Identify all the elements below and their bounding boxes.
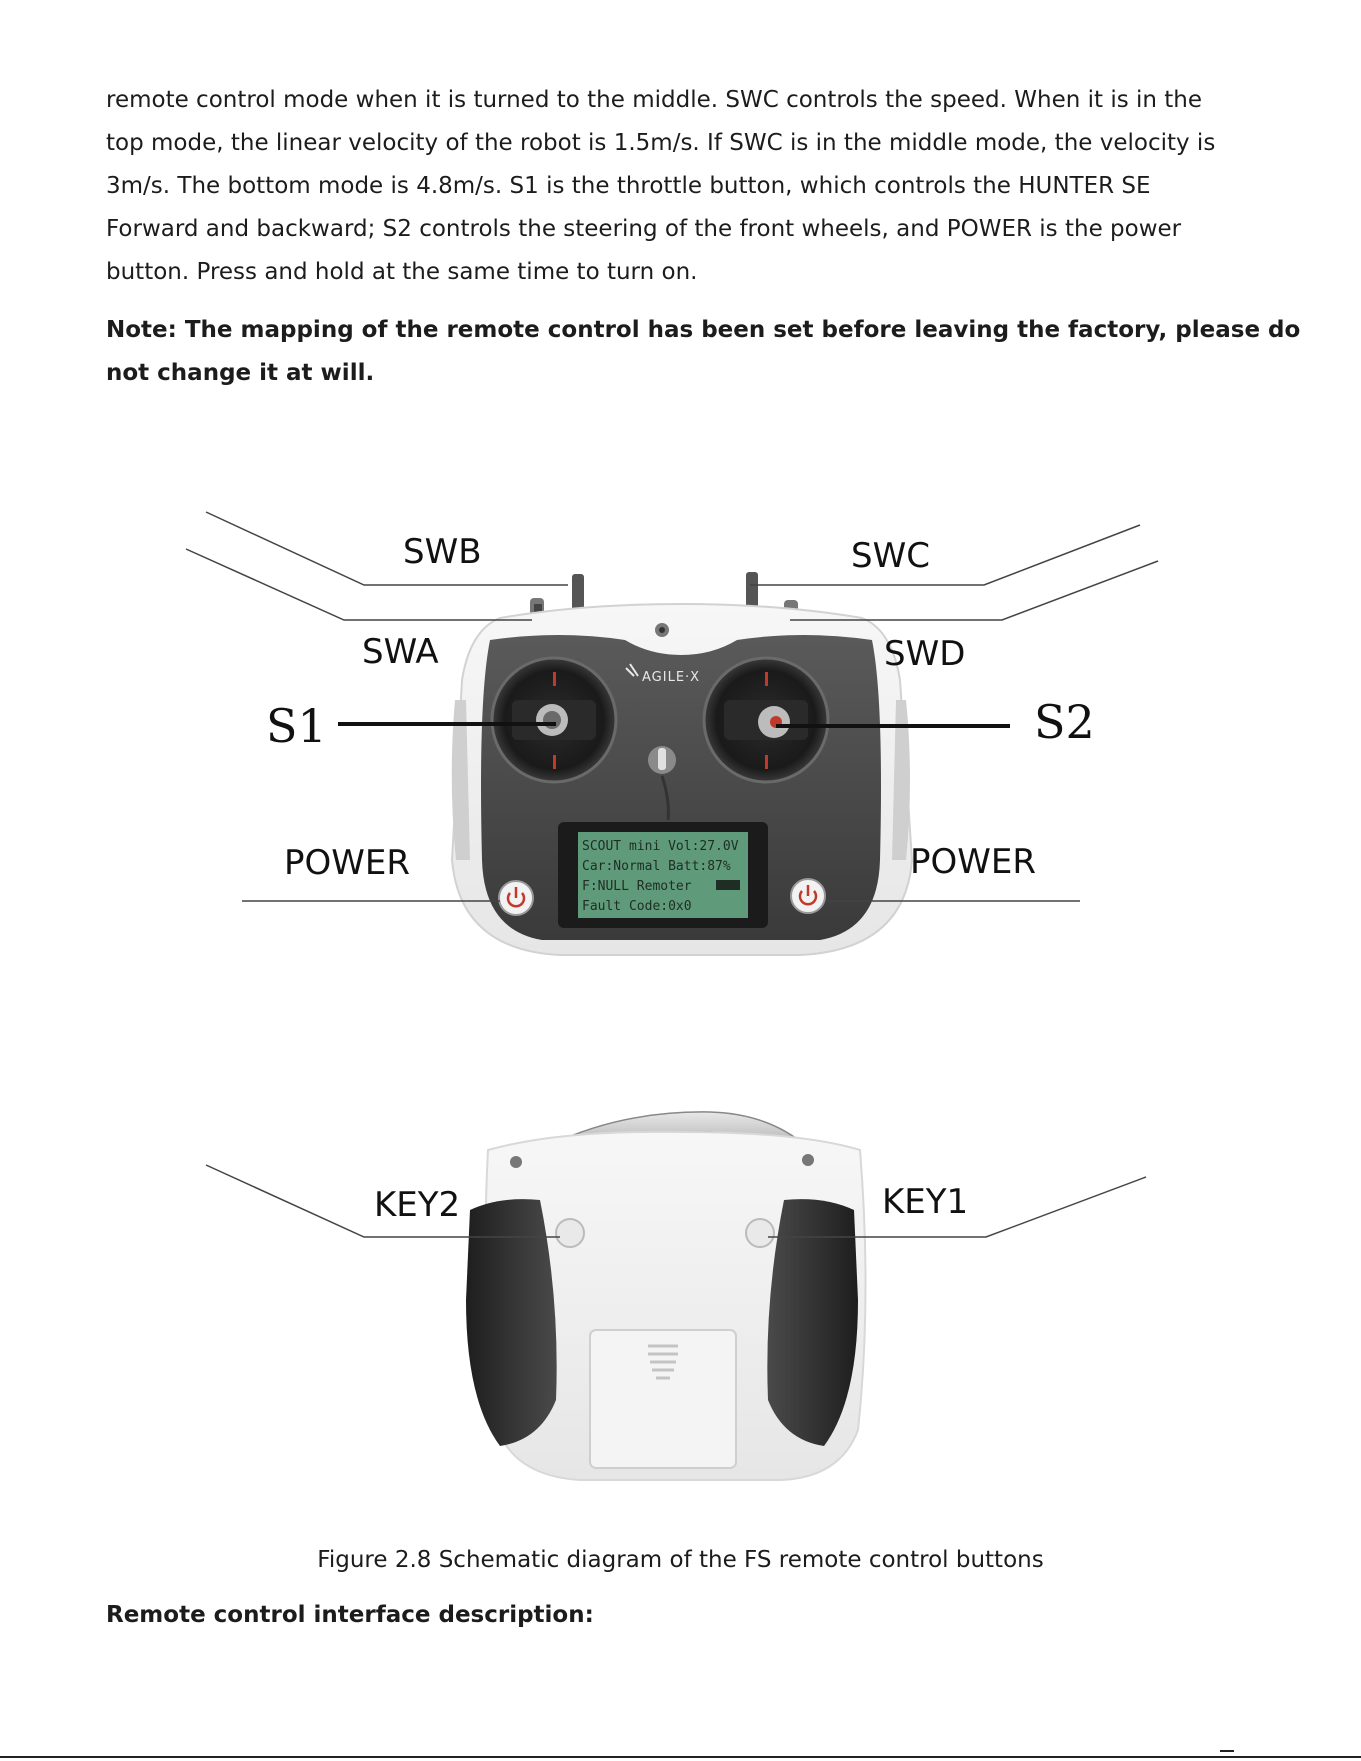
label-swa: SWA — [362, 632, 439, 672]
note-line: not change it at will. — [106, 360, 375, 386]
right-gimbal — [704, 658, 828, 782]
body-line: button. Press and hold at the same time to turn on. — [106, 259, 698, 285]
label-power-right: POWER — [910, 842, 1036, 882]
lcd-line: SCOUT mini Vol:27.0V — [582, 839, 739, 854]
power-button-right — [791, 879, 825, 913]
label-s2: S2 — [1034, 695, 1095, 749]
brand-text: AGILE·X — [642, 670, 701, 685]
footer-rule — [0, 1756, 1361, 1758]
label-swd: SWD — [884, 634, 966, 674]
label-key1: KEY1 — [882, 1182, 969, 1222]
power-button-left — [499, 881, 533, 915]
label-key2: KEY2 — [374, 1185, 461, 1225]
left-gimbal — [492, 658, 616, 782]
lcd-line: Fault Code:0x0 — [582, 899, 692, 914]
footer-tick — [1220, 1750, 1234, 1752]
label-swb: SWB — [403, 532, 482, 572]
lcd-screen — [558, 822, 768, 928]
body-line: 3m/s. The bottom mode is 4.8m/s. S1 is the throttle button, which controls the HUNTER SE — [106, 173, 1151, 199]
body-line: top mode, the linear velocity of the robot is 1.5m/s. If SWC is in the middle mode, the velocity is — [106, 130, 1216, 156]
body-line: remote control mode when it is turned to the middle. SWC controls the speed. When it is in the — [106, 87, 1203, 113]
label-power-left: POWER — [284, 843, 410, 883]
label-s1: S1 — [266, 699, 327, 753]
lcd-line: F:NULL Remoter — [582, 879, 692, 894]
figure-caption: Figure 2.8 Schematic diagram of the FS remote control buttons — [317, 1547, 1044, 1573]
back-remote-illustration — [466, 1112, 866, 1480]
section-heading: Remote control interface description: — [106, 1602, 594, 1628]
label-swc: SWC — [851, 536, 930, 576]
front-remote-illustration — [452, 572, 912, 955]
body-line: Forward and backward; S2 controls the steering of the front wheels, and POWER is the power — [106, 216, 1182, 242]
note-line: Note: The mapping of the remote control has been set before leaving the factory, please do — [106, 317, 1301, 343]
lcd-line: Car:Normal Batt:87% — [582, 859, 731, 874]
